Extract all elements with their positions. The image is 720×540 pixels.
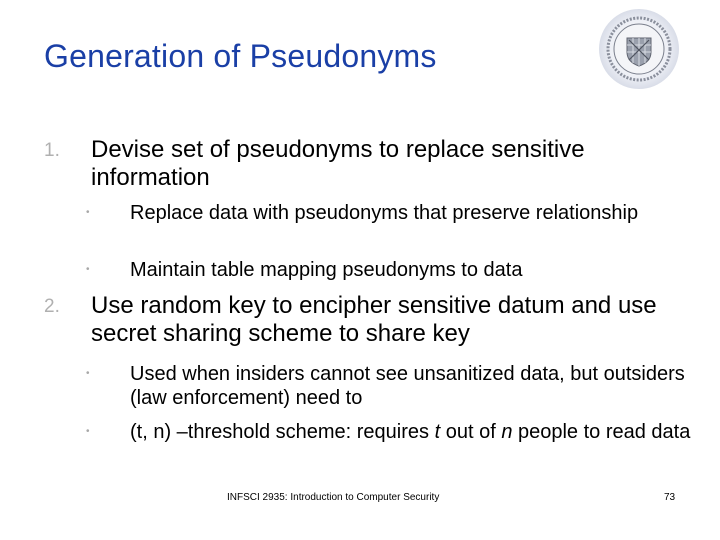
list-item-text: Use random key to encipher sensitive datum and use secret sharing scheme to share key <box>91 292 657 347</box>
sub-item-1-1 <box>86 201 696 249</box>
sub-item-text <box>130 420 696 444</box>
sub-item-text: Maintain table mapping pseudonyms to data <box>130 259 523 281</box>
page-number: 73 <box>664 492 676 503</box>
list-item-2 <box>44 292 684 348</box>
bullet-icon: • <box>86 264 90 275</box>
bullet-icon: • <box>86 426 90 437</box>
sub-item-text: Used when insiders cannot see unsanitized data, but outsiders (law enforcement) need to <box>130 363 685 409</box>
list-number: 1. <box>44 140 60 161</box>
sub-item-text-part: out of <box>440 421 502 443</box>
sub-item-text: Replace data with pseudonyms that preserve relationship <box>130 202 639 224</box>
footer-text: INFSCI 2935: Introduction to Computer Security <box>227 492 440 503</box>
sub-item-text-part: people to read data <box>512 421 691 443</box>
university-seal-icon <box>598 8 680 90</box>
sub-item-2-1 <box>86 362 696 410</box>
list-item-1 <box>44 136 684 192</box>
list-number: 2. <box>44 296 60 317</box>
slide-title: Generation of Pseudonyms <box>44 38 437 74</box>
sub-item-1-2 <box>86 258 696 282</box>
variable-t: t <box>434 421 441 443</box>
variable-n: n <box>501 421 513 443</box>
list-item-text: Devise set of pseudonyms to replace sensitive information <box>91 136 585 191</box>
bullet-icon: • <box>86 368 90 379</box>
sub-item-text-part: (t, n) –threshold scheme: requires <box>130 421 435 443</box>
sub-item-2-2 <box>86 420 696 468</box>
bullet-icon: • <box>86 207 90 218</box>
